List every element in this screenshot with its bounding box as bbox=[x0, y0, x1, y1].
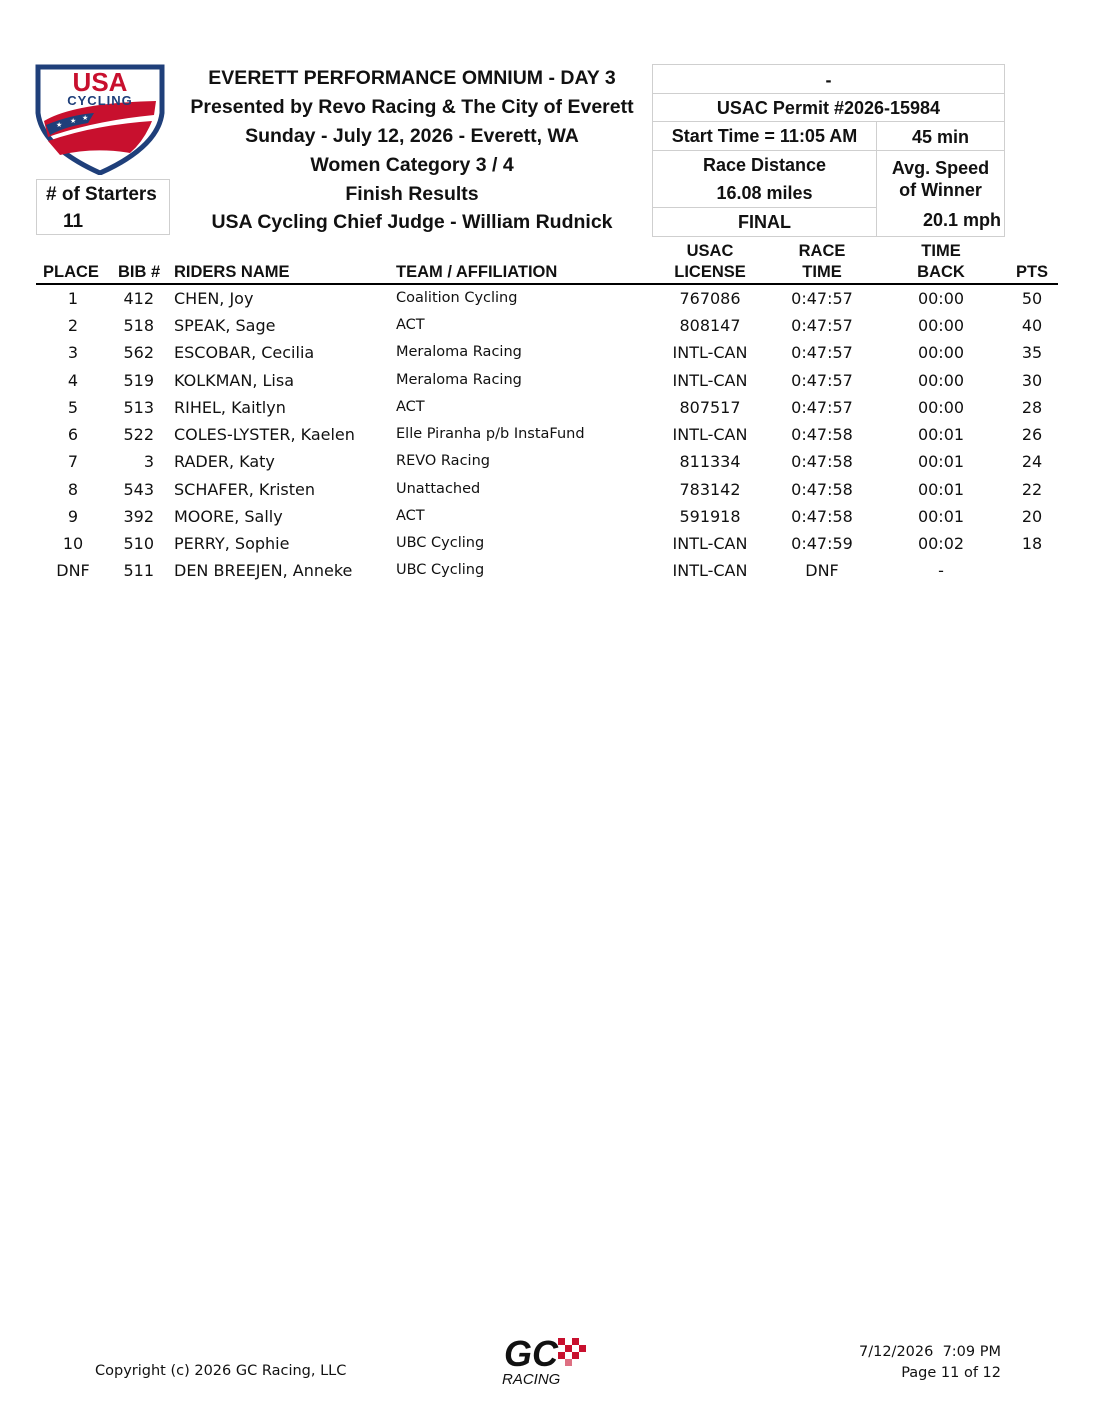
starters-label: # of Starters bbox=[46, 184, 157, 205]
cell-place: 1 bbox=[67, 289, 79, 308]
table-row bbox=[0, 425, 1096, 452]
cell-time-back: - bbox=[938, 561, 944, 580]
cell-team: REVO Racing bbox=[396, 453, 490, 469]
cell-license: 811334 bbox=[679, 452, 741, 471]
cell-license: 783142 bbox=[679, 480, 741, 499]
race-distance-cell bbox=[652, 150, 877, 208]
cell-rider-name: MOORE, Sally bbox=[174, 507, 283, 526]
usa-cycling-logo bbox=[34, 63, 166, 175]
cell-rider-name: KOLKMAN, Lisa bbox=[174, 371, 295, 390]
avg-speed-label-1: Avg. Speed bbox=[891, 158, 990, 178]
cell-rider-name: RADER, Katy bbox=[174, 452, 275, 471]
event-title: EVERETT PERFORMANCE OMNIUM - DAY 3 bbox=[208, 67, 616, 89]
table-row bbox=[0, 371, 1096, 398]
race-distance-label: Race Distance bbox=[702, 155, 827, 175]
starters-count: 11 bbox=[63, 211, 84, 232]
table-row bbox=[0, 561, 1096, 588]
copyright-notice: Copyright (c) 2026 GC Racing, LLC bbox=[95, 1363, 347, 1379]
table-row bbox=[0, 398, 1096, 425]
table-row bbox=[0, 452, 1096, 479]
cell-rider-name: CHEN, Joy bbox=[174, 289, 254, 308]
cell-time-back: 00:01 bbox=[917, 425, 965, 444]
col-header-time-back bbox=[890, 241, 992, 283]
col-header-time-back-line1: TIME bbox=[921, 242, 961, 260]
cell-race-time: 0:47:57 bbox=[791, 371, 853, 390]
cell-place: 10 bbox=[62, 534, 84, 553]
start-time: Start Time = 11:05 AM bbox=[652, 121, 877, 151]
cell-team: Meraloma Racing bbox=[396, 372, 522, 388]
event-presenter: Presented by Revo Racing & The City of Everett bbox=[190, 96, 634, 118]
cell-race-time: DNF bbox=[805, 561, 839, 580]
cell-time-back: 00:00 bbox=[917, 343, 965, 362]
cell-place: 6 bbox=[67, 425, 79, 444]
cell-team: Meraloma Racing bbox=[396, 344, 522, 360]
col-header-pts: PTS bbox=[1015, 263, 1049, 281]
avg-speed-label-2: of Winner bbox=[899, 180, 982, 200]
cell-rider-name: PERRY, Sophie bbox=[174, 534, 290, 553]
cell-race-time: 0:47:57 bbox=[791, 398, 853, 417]
col-header-place: PLACE bbox=[43, 263, 99, 281]
cell-license: 767086 bbox=[679, 289, 741, 308]
info-dash: - bbox=[652, 64, 1005, 94]
cell-points: 24 bbox=[1021, 452, 1043, 471]
cell-team: UBC Cycling bbox=[396, 562, 485, 578]
col-header-race-time bbox=[772, 241, 872, 283]
chief-judge: USA Cycling Chief Judge - William Rudnick bbox=[211, 211, 613, 233]
usac-permit: USAC Permit #2026-15984 bbox=[652, 93, 1005, 122]
cell-place: 2 bbox=[67, 316, 79, 335]
cell-rider-name: SCHAFER, Kristen bbox=[174, 480, 316, 499]
cell-race-time: 0:47:59 bbox=[791, 534, 853, 553]
logo-text-usa: USA bbox=[72, 67, 128, 97]
cell-points: 18 bbox=[1021, 534, 1043, 553]
cell-time-back: 00:00 bbox=[917, 289, 965, 308]
col-header-team: TEAM / AFFILIATION bbox=[396, 263, 558, 281]
cell-race-time: 0:47:57 bbox=[791, 316, 853, 335]
gc-racing-logo bbox=[496, 1328, 600, 1388]
race-distance-value: 16.08 miles bbox=[716, 183, 813, 203]
cell-license: 807517 bbox=[679, 398, 741, 417]
cell-rider-name: DEN BREEJEN, Anneke bbox=[174, 561, 353, 580]
cell-place: 9 bbox=[67, 507, 79, 526]
svg-text:★: ★ bbox=[56, 121, 63, 129]
cell-points: 20 bbox=[1021, 507, 1043, 526]
cell-bib: 518 bbox=[123, 316, 154, 335]
cell-time-back: 00:01 bbox=[917, 507, 965, 526]
results-type: Finish Results bbox=[345, 183, 479, 205]
cell-time-back: 00:00 bbox=[917, 398, 965, 417]
event-date-location: Sunday - July 12, 2026 - Everett, WA bbox=[245, 125, 579, 147]
table-row bbox=[0, 289, 1096, 316]
page-number: Page 11 of 12 bbox=[901, 1365, 1001, 1381]
cell-bib: 511 bbox=[123, 561, 154, 580]
cell-team: ACT bbox=[396, 508, 425, 524]
race-category: Women Category 3 / 4 bbox=[310, 154, 514, 176]
cell-place: 5 bbox=[67, 398, 79, 417]
table-row bbox=[0, 507, 1096, 534]
cell-race-time: 0:47:57 bbox=[791, 289, 853, 308]
cell-license: INTL-CAN bbox=[672, 425, 748, 444]
race-duration: 45 min bbox=[876, 121, 1005, 151]
col-header-bib: BIB # bbox=[118, 263, 161, 281]
col-header-time-back-line2: BACK bbox=[917, 263, 965, 281]
cell-team: UBC Cycling bbox=[396, 535, 485, 551]
col-header-license bbox=[656, 241, 764, 283]
cell-bib: 562 bbox=[123, 343, 154, 362]
cell-bib: 510 bbox=[123, 534, 154, 553]
cell-rider-name: SPEAK, Sage bbox=[174, 316, 276, 335]
table-row bbox=[0, 343, 1096, 370]
cell-points: 30 bbox=[1021, 371, 1043, 390]
cell-points: 28 bbox=[1021, 398, 1043, 417]
cell-race-time: 0:47:58 bbox=[791, 507, 853, 526]
avg-speed-cell bbox=[876, 150, 1005, 237]
svg-text:★: ★ bbox=[70, 117, 77, 125]
cell-time-back: 00:00 bbox=[917, 316, 965, 335]
cell-place: 8 bbox=[67, 480, 79, 499]
cell-team: Coalition Cycling bbox=[396, 290, 518, 306]
cell-bib: 3 bbox=[143, 452, 154, 471]
avg-speed-value: 20.1 mph bbox=[922, 210, 1001, 230]
cell-place: 7 bbox=[67, 452, 79, 471]
cell-license: INTL-CAN bbox=[672, 534, 748, 553]
gc-logo-text: GC bbox=[504, 1333, 558, 1374]
table-row bbox=[0, 316, 1096, 343]
cell-rider-name: COLES-LYSTER, Kaelen bbox=[174, 425, 355, 444]
cell-race-time: 0:47:58 bbox=[791, 425, 853, 444]
cell-bib: 392 bbox=[123, 507, 154, 526]
cell-place: DNF bbox=[56, 561, 90, 580]
col-header-license-line1: USAC bbox=[686, 242, 734, 260]
cell-license: INTL-CAN bbox=[672, 561, 748, 580]
starters-box bbox=[36, 179, 170, 235]
cell-points: 35 bbox=[1021, 343, 1043, 362]
cell-race-time: 0:47:58 bbox=[791, 480, 853, 499]
col-header-race-time-line2: TIME bbox=[802, 263, 842, 281]
cell-place: 4 bbox=[67, 371, 79, 390]
cell-bib: 522 bbox=[123, 425, 154, 444]
cell-time-back: 00:02 bbox=[917, 534, 965, 553]
cell-points: 50 bbox=[1021, 289, 1043, 308]
cell-race-time: 0:47:58 bbox=[791, 452, 853, 471]
race-status: FINAL bbox=[652, 207, 877, 237]
col-header-race-time-line1: RACE bbox=[798, 242, 846, 260]
cell-license: 591918 bbox=[679, 507, 741, 526]
cell-race-time: 0:47:57 bbox=[791, 343, 853, 362]
cell-place: 3 bbox=[67, 343, 79, 362]
logo-text-cycling: CYCLING bbox=[67, 93, 133, 108]
table-row bbox=[0, 480, 1096, 507]
cell-bib: 513 bbox=[123, 398, 154, 417]
print-timestamp: 7/12/2026 7:09 PM bbox=[859, 1344, 1001, 1360]
cell-team: ACT bbox=[396, 399, 425, 415]
cell-points: 22 bbox=[1021, 480, 1043, 499]
cell-bib: 412 bbox=[123, 289, 154, 308]
cell-team: Unattached bbox=[396, 481, 481, 497]
header-rule bbox=[36, 283, 1058, 285]
cell-bib: 543 bbox=[123, 480, 154, 499]
gc-logo-subtext: RACING bbox=[502, 1371, 561, 1388]
cell-team: Elle Piranha p/b InstaFund bbox=[396, 426, 585, 442]
table-row bbox=[0, 534, 1096, 561]
cell-license: 808147 bbox=[679, 316, 741, 335]
cell-license: INTL-CAN bbox=[672, 371, 748, 390]
cell-points: 26 bbox=[1021, 425, 1043, 444]
cell-time-back: 00:00 bbox=[917, 371, 965, 390]
cell-points: 40 bbox=[1021, 316, 1043, 335]
cell-team: ACT bbox=[396, 317, 425, 333]
cell-bib: 519 bbox=[123, 371, 154, 390]
cell-license: INTL-CAN bbox=[672, 343, 748, 362]
col-header-license-line2: LICENSE bbox=[674, 263, 746, 281]
cell-rider-name: ESCOBAR, Cecilia bbox=[174, 343, 315, 362]
cell-rider-name: RIHEL, Kaitlyn bbox=[174, 398, 286, 417]
cell-time-back: 00:01 bbox=[917, 452, 965, 471]
cell-time-back: 00:01 bbox=[917, 480, 965, 499]
checkered-flag-icon bbox=[558, 1338, 586, 1366]
svg-text:★: ★ bbox=[82, 114, 89, 122]
col-header-name: RIDERS NAME bbox=[174, 263, 290, 281]
